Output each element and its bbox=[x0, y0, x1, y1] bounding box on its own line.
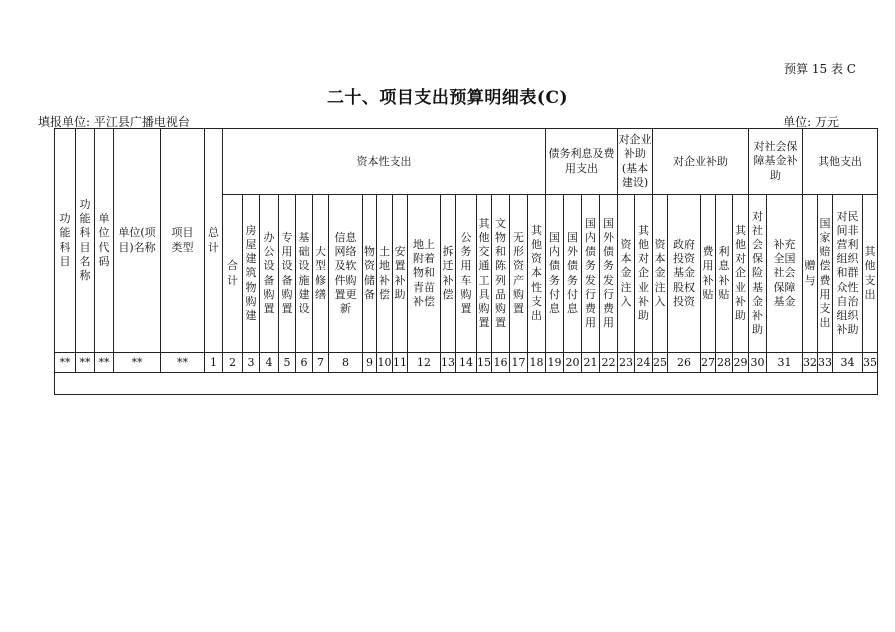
index-cell: 19 bbox=[546, 353, 564, 373]
col-total: 总计 bbox=[205, 129, 223, 353]
index-cell: 20 bbox=[564, 353, 582, 373]
index-cell: 6 bbox=[296, 353, 313, 373]
index-cell: 12 bbox=[408, 353, 441, 373]
col-state-compensation: 国家赔偿费用支出 bbox=[818, 195, 833, 353]
index-cell: 4 bbox=[260, 353, 279, 373]
index-cell: 3 bbox=[243, 353, 260, 373]
index-cell: 11 bbox=[393, 353, 408, 373]
page-title: 二十、项目支出预算明细表(C) bbox=[326, 88, 569, 108]
col-capital-injection-b: 资本金注入 bbox=[653, 195, 668, 353]
index-cell: 9 bbox=[363, 353, 377, 373]
col-social-insurance: 对社会保险基金补助 bbox=[749, 195, 767, 353]
index-cell: 31 bbox=[767, 353, 803, 373]
col-interest-subsidy: 利息补贴 bbox=[716, 195, 733, 353]
index-cell: ** bbox=[161, 353, 205, 373]
col-other-enterprise-a: 其他对企业补助 bbox=[635, 195, 653, 353]
index-cell: 21 bbox=[582, 353, 600, 373]
col-capital-injection-a: 资本金注入 bbox=[618, 195, 635, 353]
index-cell: 29 bbox=[733, 353, 749, 373]
col-infrastructure: 基础设施建设 bbox=[296, 195, 313, 353]
col-national-ss-fund: 补充全国社会保障基金 bbox=[767, 195, 803, 353]
col-other-expense: 其他支出 bbox=[863, 195, 878, 353]
group-enterprise-subsidy: 对企业补助 bbox=[653, 129, 749, 195]
index-cell: 15 bbox=[477, 353, 492, 373]
col-cultural-relics: 文物和陈列品购置 bbox=[492, 195, 510, 353]
index-cell: 26 bbox=[668, 353, 701, 373]
index-cell: 32 bbox=[803, 353, 818, 373]
col-crop-compensation: 地上附着物和青苗补偿 bbox=[408, 195, 441, 353]
currency-unit: 单位: 万元 bbox=[783, 115, 839, 129]
index-cell: 1 bbox=[205, 353, 223, 373]
index-cell: 5 bbox=[279, 353, 296, 373]
index-cell: 30 bbox=[749, 353, 767, 373]
empty-row bbox=[55, 373, 878, 395]
index-cell: ** bbox=[55, 353, 76, 373]
col-npo-subsidy: 对民间非营利组织和群众性自治组织补助 bbox=[833, 195, 863, 353]
index-cell: 2 bbox=[223, 353, 243, 373]
index-cell: 8 bbox=[329, 353, 363, 373]
index-cell: 18 bbox=[528, 353, 546, 373]
col-it-software: 信息网络及软件购置更新 bbox=[329, 195, 363, 353]
index-cell: 33 bbox=[818, 353, 833, 373]
col-expense-subsidy: 费用补贴 bbox=[701, 195, 716, 353]
col-land-compensation: 土地补偿 bbox=[377, 195, 393, 353]
group-other: 其他支出 bbox=[803, 129, 878, 195]
col-resettlement: 安置补助 bbox=[393, 195, 408, 353]
index-cell: 7 bbox=[313, 353, 329, 373]
index-cell: 35 bbox=[863, 353, 878, 373]
col-foreign-interest: 国外债务付息 bbox=[564, 195, 582, 353]
col-func-subject-name: 功能科目名称 bbox=[76, 129, 95, 353]
col-intangible-assets: 无形资产购置 bbox=[510, 195, 528, 353]
col-other-enterprise-b: 其他对企业补助 bbox=[733, 195, 749, 353]
col-func-subject: 功能科目 bbox=[55, 129, 76, 353]
index-cell: ** bbox=[114, 353, 161, 373]
index-cell: 34 bbox=[833, 353, 863, 373]
group-capital: 资本性支出 bbox=[223, 129, 546, 195]
index-cell: 17 bbox=[510, 353, 528, 373]
col-official-vehicle: 公务用车购置 bbox=[456, 195, 477, 353]
index-cell: 25 bbox=[653, 353, 668, 373]
group-debt: 债务利息及费用支出 bbox=[546, 129, 618, 195]
group-enterprise-capital: 对企业补助(基本建设) bbox=[618, 129, 653, 195]
index-cell: 24 bbox=[635, 353, 653, 373]
col-other-transport: 其他交通工具购置 bbox=[477, 195, 492, 353]
col-unit-code: 单位代码 bbox=[95, 129, 114, 353]
col-building: 房屋建筑物购建 bbox=[243, 195, 260, 353]
index-row bbox=[55, 353, 878, 373]
index-cell: ** bbox=[95, 353, 114, 373]
budget-table bbox=[54, 128, 878, 395]
col-gov-fund-equity: 政府投资基金股权投资 bbox=[668, 195, 701, 353]
empty-cell bbox=[55, 373, 878, 395]
col-domestic-issuance: 国内债务发行费用 bbox=[582, 195, 600, 353]
index-cell: 16 bbox=[492, 353, 510, 373]
col-domestic-interest: 国内债务付息 bbox=[546, 195, 564, 353]
col-special-equipment: 专用设备购置 bbox=[279, 195, 296, 353]
index-cell: ** bbox=[76, 353, 95, 373]
col-other-capital: 其他资本性支出 bbox=[528, 195, 546, 353]
reporting-unit: 填报单位: 平江县广播电视台 bbox=[38, 115, 190, 129]
col-foreign-issuance: 国外债务发行费用 bbox=[600, 195, 618, 353]
col-donation: 赠与 bbox=[803, 195, 818, 353]
index-cell: 22 bbox=[600, 353, 618, 373]
col-demolition: 拆迁补偿 bbox=[441, 195, 456, 353]
index-cell: 23 bbox=[618, 353, 635, 373]
col-office-equipment: 办公设备购置 bbox=[260, 195, 279, 353]
index-cell: 14 bbox=[456, 353, 477, 373]
col-project-type: 项目类型 bbox=[161, 129, 205, 353]
index-cell: 27 bbox=[701, 353, 716, 373]
index-cell: 10 bbox=[377, 353, 393, 373]
index-cell: 13 bbox=[441, 353, 456, 373]
col-major-repair: 大型修缮 bbox=[313, 195, 329, 353]
col-unit-name: 单位(项目)名称 bbox=[114, 129, 161, 353]
col-subtotal: 合计 bbox=[223, 195, 243, 353]
col-material-reserve: 物资储备 bbox=[363, 195, 377, 353]
index-cell: 28 bbox=[716, 353, 733, 373]
group-social-security: 对社会保障基金补助 bbox=[749, 129, 803, 195]
form-code: 预算 15 表 C bbox=[784, 62, 856, 76]
